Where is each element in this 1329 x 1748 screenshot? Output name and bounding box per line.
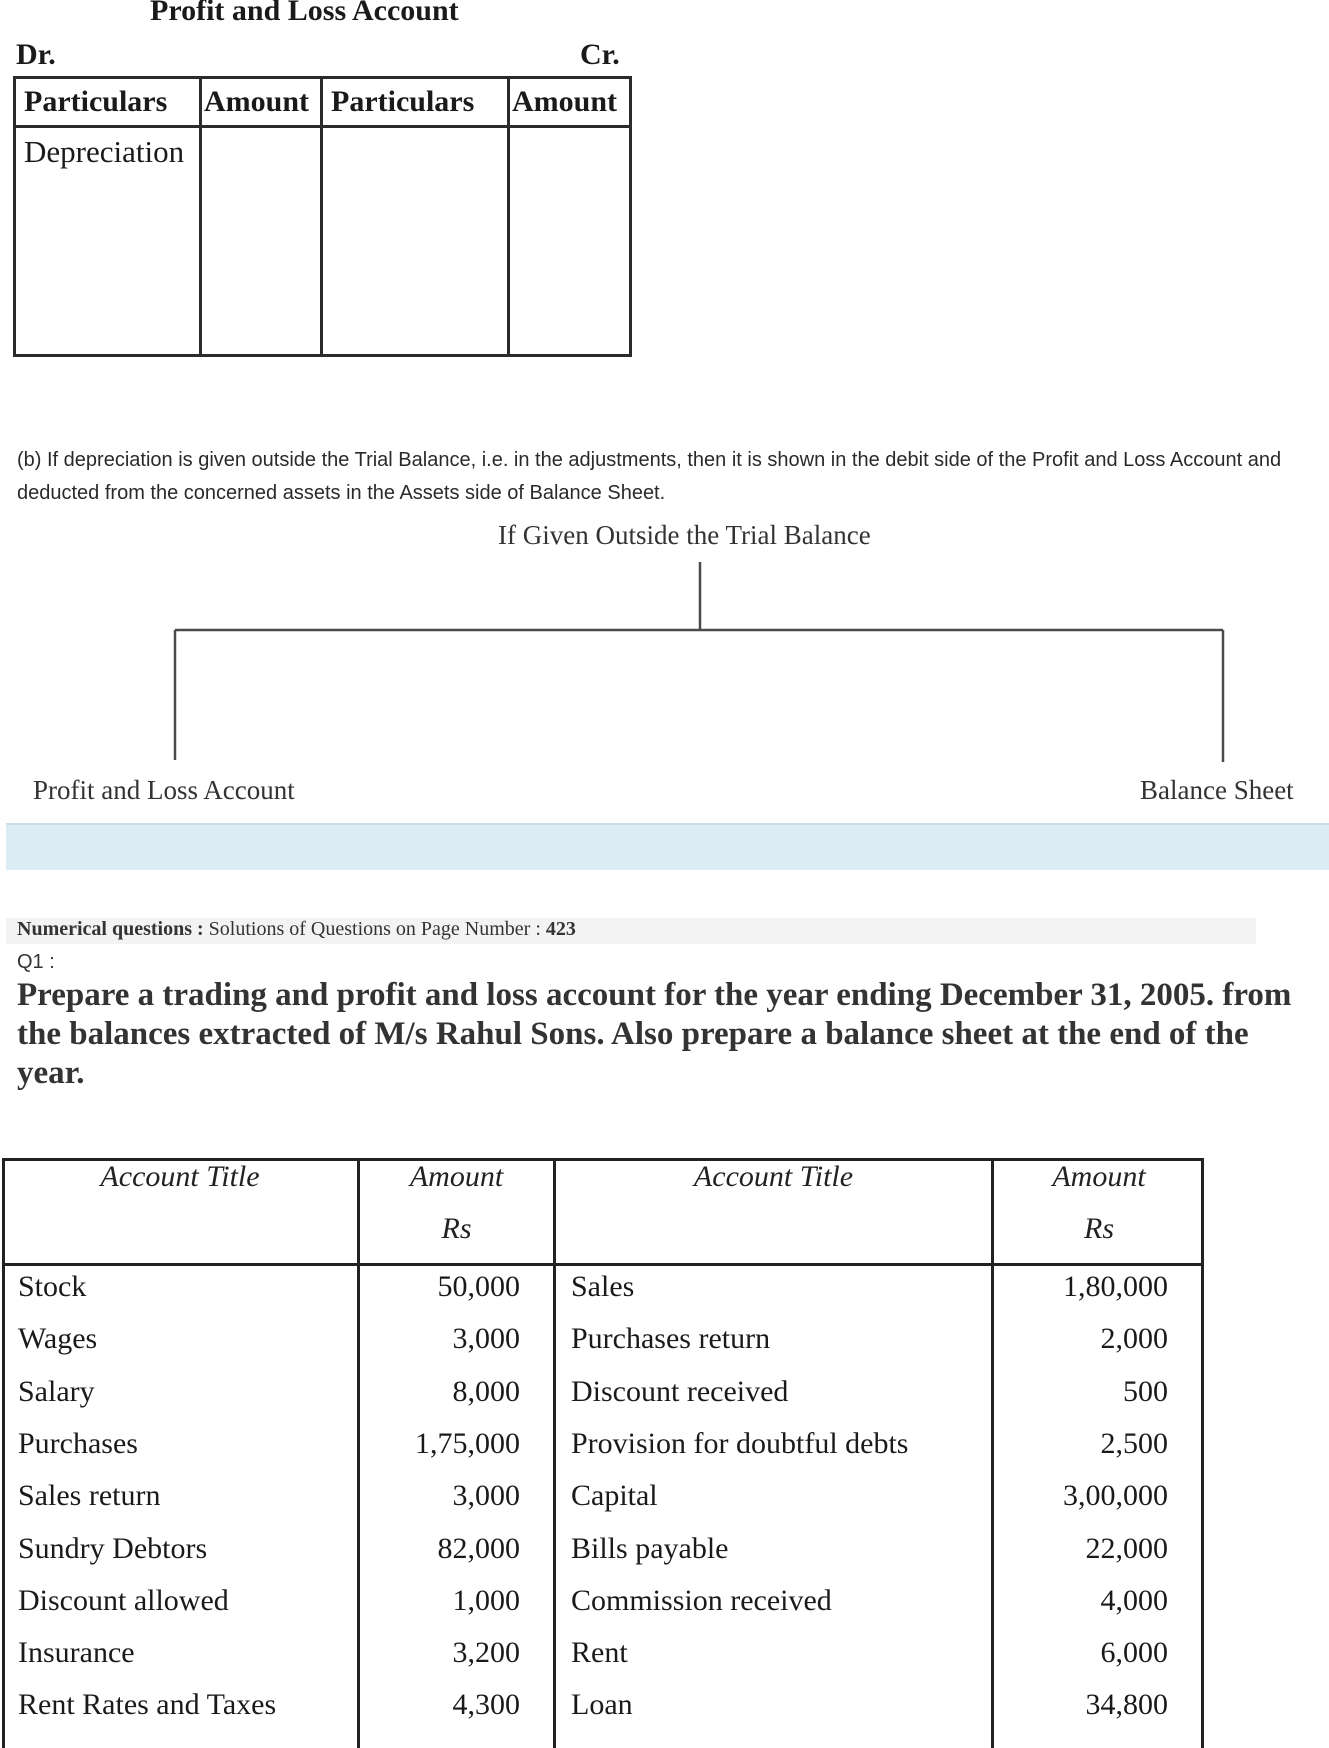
amount-right: 1,80,000 xyxy=(1063,1270,1168,1303)
pl-header-particulars-dr: Particulars xyxy=(15,78,201,127)
account-title-left: Purchases xyxy=(18,1427,138,1460)
amount-left: 3,000 xyxy=(452,1322,520,1355)
account-title-left: Discount allowed xyxy=(18,1584,229,1617)
section-divider-band xyxy=(6,823,1329,870)
amount-left: 50,000 xyxy=(437,1270,520,1303)
pl-header-amount-cr: Amount xyxy=(509,78,631,127)
account-title-left: Sales return xyxy=(18,1479,161,1512)
header-currency-right: Rs xyxy=(1084,1212,1114,1245)
credit-label: Cr. xyxy=(580,38,620,71)
debit-label: Dr. xyxy=(16,38,56,71)
tree-connectors xyxy=(0,0,1329,780)
tree-right-label: Balance Sheet xyxy=(1140,775,1294,805)
amount-right: 6,000 xyxy=(1100,1636,1168,1669)
header-amount-left: Amount xyxy=(409,1160,504,1193)
amount-left: 3,000 xyxy=(452,1479,520,1512)
pl-header-particulars-cr: Particulars xyxy=(322,78,509,127)
amount-right: 3,00,000 xyxy=(1063,1479,1168,1512)
numerical-questions-label: Numerical questions : xyxy=(17,918,204,940)
account-title-right: Capital xyxy=(571,1479,658,1512)
page-number: 423 xyxy=(545,918,576,940)
tree-left-label: Profit and Loss Account xyxy=(33,775,295,805)
amount-right: 34,800 xyxy=(1085,1688,1168,1721)
pl-account-title: Profit and Loss Account xyxy=(150,0,459,27)
header-account-title-right: Account Title xyxy=(693,1160,854,1193)
column-divider xyxy=(553,1158,556,1748)
amount-left: 1,75,000 xyxy=(415,1427,520,1460)
amount-left: 1,000 xyxy=(452,1584,520,1617)
amount-left: 3,200 xyxy=(452,1636,520,1669)
account-title-right: Rent xyxy=(571,1636,628,1669)
account-title-right: Sales xyxy=(571,1270,635,1303)
question-text: Prepare a trading and profit and loss account for the year ending December 31, 2005. from the balances extracted of M/s Rahul Sons. Also prepare a balance sheet at the end of the year. xyxy=(17,977,1292,1091)
account-title-left: Insurance xyxy=(18,1636,135,1669)
header-amount-right: Amount xyxy=(1052,1160,1146,1193)
amount-right: 500 xyxy=(1123,1375,1168,1408)
account-title-right: Commission received xyxy=(571,1584,832,1617)
header-account-title-left: Account Title xyxy=(100,1160,260,1193)
amount-left: 4,300 xyxy=(452,1688,520,1721)
account-title-left: Salary xyxy=(18,1375,95,1408)
header-currency-left: Rs xyxy=(441,1212,472,1245)
amount-right: 2,000 xyxy=(1100,1322,1168,1355)
tree-root-label: If Given Outside the Trial Balance xyxy=(498,520,871,550)
header-divider xyxy=(2,1263,1204,1266)
account-title-right: Provision for doubtful debts xyxy=(571,1427,909,1460)
pl-header-amount-dr: Amount xyxy=(201,78,322,127)
depreciation-note: (b) If depreciation is given outside the Trial Balance, i.e. in the adjustments, then it is shown in the debit side of the Profit and Loss Account and deducted from the concerned assets in the Assets side of Balance Sheet. xyxy=(17,449,1282,504)
account-title-right: Bills payable xyxy=(571,1532,729,1565)
account-title-right: Loan xyxy=(571,1688,633,1721)
account-title-left: Wages xyxy=(18,1322,98,1355)
account-title-left: Rent Rates and Taxes xyxy=(18,1688,277,1721)
amount-right: 22,000 xyxy=(1085,1532,1168,1565)
account-title-right: Purchases return xyxy=(571,1322,771,1355)
amount-left: 8,000 xyxy=(452,1375,520,1408)
amount-right: 2,500 xyxy=(1100,1427,1168,1460)
amount-left: 82,000 xyxy=(437,1532,520,1565)
numerical-questions-header xyxy=(17,918,576,941)
pl-entry-depreciation: Depreciation xyxy=(15,127,201,356)
question-number: Q1 : xyxy=(17,951,55,973)
amount-right: 4,000 xyxy=(1100,1584,1168,1617)
account-title-right: Discount received xyxy=(571,1375,789,1408)
account-title-left: Sundry Debtors xyxy=(18,1532,208,1565)
account-title-left: Stock xyxy=(18,1270,87,1303)
solutions-text: Solutions of Questions on Page Number : xyxy=(208,918,541,940)
